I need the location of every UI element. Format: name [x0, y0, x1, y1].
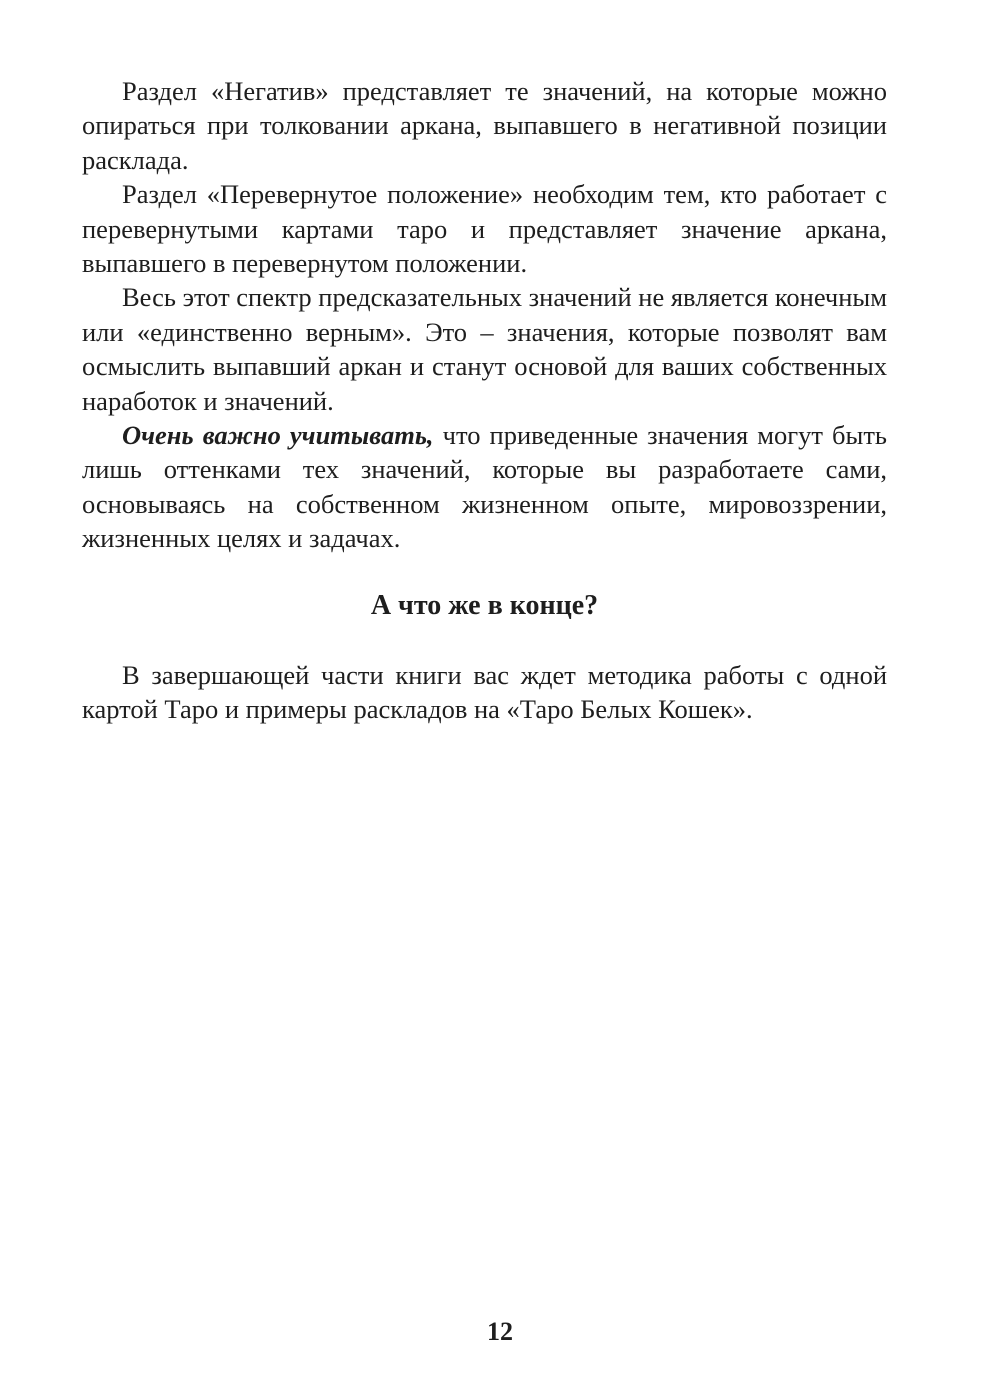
- paragraph-important: [82, 418, 887, 556]
- important-emphasis: Очень важно учитывать,: [122, 420, 434, 451]
- page-number: 12: [487, 1317, 513, 1346]
- body-text: [82, 74, 887, 556]
- important-rest: что приведенные значения могут быть лишь оттенками тех значений, которые вы разработаете сами, основываясь на собственном жизненном опыте, мировоззрении, жизненных целях и задачах.: [82, 420, 887, 554]
- paragraph-reversed: Раздел «Перевернутое положение» необходим тем, кто работает с перевернутыми картами таро и представляет значение аркана, выпавшего в перевернутом положении.: [82, 179, 887, 279]
- paragraph-conclusion: В завершающей части книги вас ждет методика работы с одной картой Таро и примеры раскладов на «Таро Белых Кошек».: [82, 660, 887, 725]
- paragraph-negative: Раздел «Негатив» представляет те значений, на которые можно опираться при толковании аркана, выпавшего в негативной позиции расклада.: [82, 76, 887, 175]
- section-heading: А что же в конце?: [370, 590, 599, 621]
- section-body: [82, 658, 887, 727]
- paragraph-spectrum: Весь этот спектр предсказательных значений не является конечным или «единственно верным». Это – значения, которые позволят вам осмыслить выпавший аркан и станут основой для ваших собственных наработок и значений.: [82, 282, 888, 416]
